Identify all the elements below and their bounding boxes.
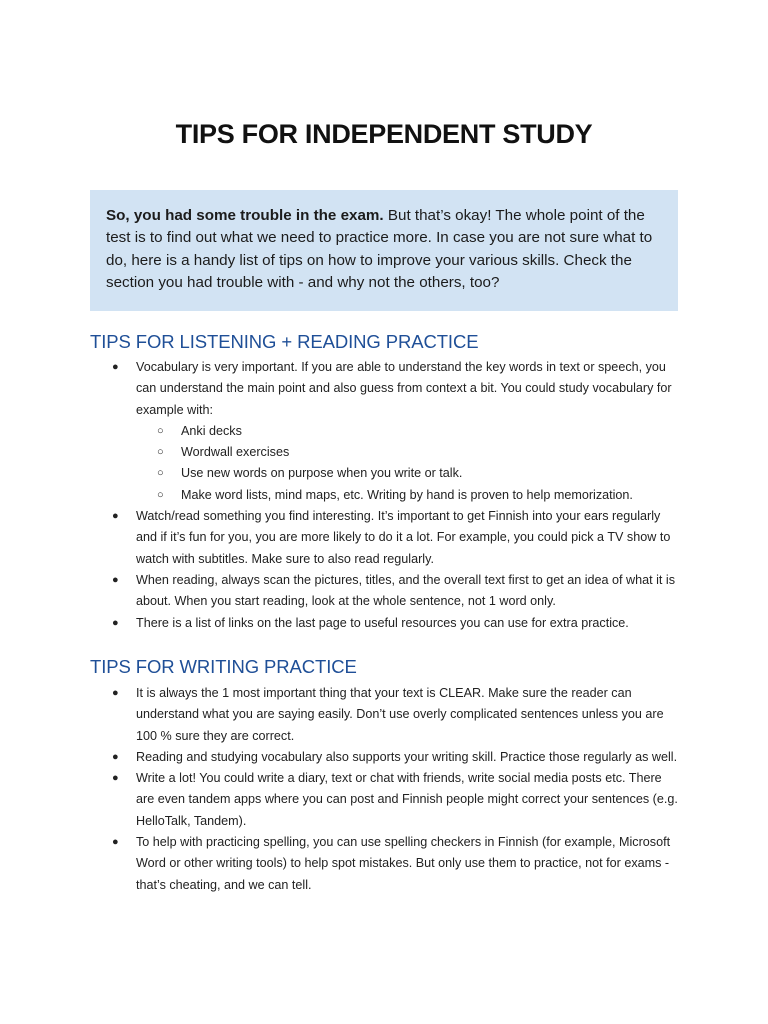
list-item <box>90 768 680 832</box>
bullet-icon: ● <box>112 687 119 699</box>
list-item-text: Write a lot! You could write a diary, text or chat with friends, write social media posts etc. There are even tandem apps where you can post and Finnish people might correct your sentences (e.g. HelloTalk, Tandem). <box>136 771 678 828</box>
sub-bullet-icon: ○ <box>157 488 164 501</box>
sub-list-item-text: Use new words on purpose when you write or talk. <box>181 466 463 481</box>
bullet-icon: ● <box>112 616 119 629</box>
list-item-text: There is a list of links on the last page to useful resources you can use for extra practice. <box>136 615 629 630</box>
list-item-text: Reading and studying vocabulary also supports your writing skill. Practice those regularly as well. <box>136 749 678 764</box>
list-item-text: Vocabulary is very important. If you are able to understand the key words in text or speech, you can understand the main point and also guess from context a bit. You could study vocabulary for example with: <box>136 360 672 417</box>
sub-bullet-icon: ○ <box>157 424 164 437</box>
sub-list-item-text: Wordwall exercises <box>181 445 290 460</box>
list-item-text: To help with practicing spelling, you can use spelling checkers in Finnish (for example, Microsoft Word or other writing tools) to help spot mistakes. But only use them to practice, not for exams - that’s cheating, and we can tell. <box>136 835 671 892</box>
list-item <box>90 570 680 613</box>
listening-reading-tips-list <box>90 357 680 634</box>
sub-list-item-text: Make word lists, mind maps, etc. Writing by hand is proven to help memorization. <box>181 487 633 502</box>
section-heading-writing: TIPS FOR WRITING PRACTICE <box>90 656 357 677</box>
writing-tips-list <box>90 683 680 896</box>
bullet-icon: ● <box>112 836 119 849</box>
sub-list-item <box>136 421 680 442</box>
bullet-icon: ● <box>112 573 119 586</box>
vocabulary-methods-list <box>136 421 680 506</box>
intro-lead-bold: So, you had some trouble in the exam. <box>106 207 384 224</box>
intro-text: But that’s okay! The whole point of the test is to find out what we need to practice more. In case you are not sure what to do, here is a handy list of tips on how to improve your various skills. Check the section you had trouble with - and why not the others, too? <box>106 207 653 292</box>
sub-list-item <box>136 463 680 484</box>
list-item-text: When reading, always scan the pictures, titles, and the overall text first to get an idea of what it is about. When you start reading, look at the whole sentence, not 1 word only. <box>136 572 676 609</box>
sub-list-item <box>136 485 680 506</box>
list-item <box>90 613 680 634</box>
sub-bullet-icon: ○ <box>157 467 164 480</box>
sub-list-item-text: Anki decks <box>181 423 242 438</box>
list-item <box>90 832 680 896</box>
list-item <box>90 357 680 506</box>
section-heading-listening-reading: TIPS FOR LISTENING + READING PRACTICE <box>90 331 479 352</box>
list-item <box>90 747 680 768</box>
list-item <box>90 506 680 570</box>
sub-list-item <box>136 442 680 463</box>
bullet-icon: ● <box>112 772 119 785</box>
list-item-text: Watch/read something you find interesting. It’s important to get Finnish into your ears regularly and if it’s fun for you, you are more likely to do it a lot. For example, you could pick a TV show to watch with subtitles. Make sure to also read regularly. <box>136 509 671 566</box>
sub-bullet-icon: ○ <box>157 446 164 459</box>
list-item-text: It is always the 1 most important thing that your text is CLEAR. Make sure the reader can understand what you are saying easily. Don’t use overly complicated sentences unless you are 100 % sure they are correct. <box>136 686 664 743</box>
bullet-icon: ● <box>112 510 119 523</box>
list-item <box>90 683 680 747</box>
bullet-icon: ● <box>112 361 119 373</box>
page-title: TIPS FOR INDEPENDENT STUDY <box>175 119 593 149</box>
intro-callout <box>90 190 678 311</box>
bullet-icon: ● <box>112 750 119 763</box>
